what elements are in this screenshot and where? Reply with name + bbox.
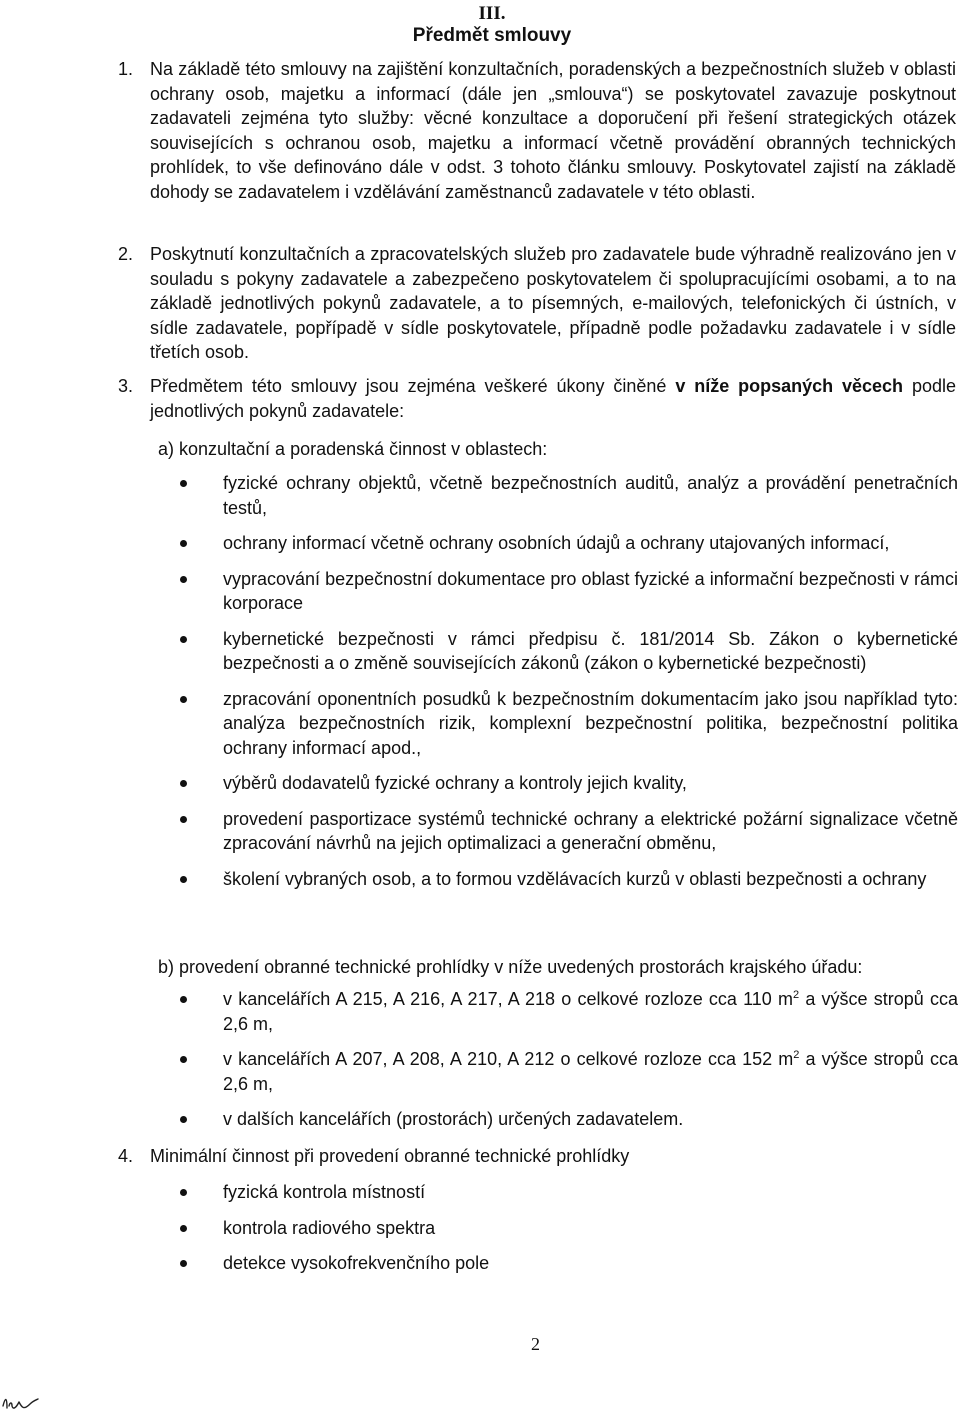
list-item-text: školení vybraných osob, a to formou vzdělávacích kurzů v oblasti bezpečnosti a ochrany (223, 868, 927, 889)
section-number: III. (478, 3, 506, 24)
subsection-a-label: a) konzultační a poradenská činnost v oblastech: (158, 439, 548, 459)
list-item (178, 1216, 958, 1241)
list-item-text: provedení pasportizace systémů technické ochrany a elektrické požární signalizace včetně zpracování návrhů na jejich optimalizaci a generační obměnu, (223, 808, 958, 853)
bullet-icon (180, 480, 187, 487)
paragraph-text: Minimální činnost při provedení obranné technické prohlídky (150, 1146, 630, 1166)
paragraph-number: 2. (118, 244, 134, 264)
bullet-icon (180, 696, 187, 703)
bullet-icon (180, 780, 187, 787)
list-item (178, 567, 958, 616)
paragraph-text-bold: v níže popsaných věcech (675, 376, 904, 396)
list-item (178, 867, 958, 892)
paragraph-2 (118, 242, 956, 365)
paragraph-1 (118, 57, 956, 204)
list-item (178, 1180, 958, 1205)
section-title: Předmět smlouvy (412, 25, 572, 46)
bullet-icon (180, 576, 187, 583)
subsection-a-list (178, 471, 958, 902)
list-item-text: kybernetické bezpečnosti v rámci předpisu č. 181/2014 Sb. Zákon o kybernetické bezpečnosti a o změně souvisejících zákonů (zákon o kybernetické bezpečnosti) (223, 628, 958, 673)
page-number: 2 (531, 1334, 540, 1354)
paragraph-3 (118, 374, 956, 423)
list-item-text: výběrů dodavatelů fyzické ochrany a kontroly jejich kvality, (223, 773, 687, 793)
bullet-icon (180, 1116, 187, 1123)
subsection-b-list (178, 987, 958, 1143)
bullet-icon (180, 876, 187, 883)
list-item (178, 531, 958, 556)
list-item (178, 987, 958, 1036)
list-item-text-end: a výšce stropů cca 2,6 m, (223, 1049, 958, 1094)
bullet-icon (180, 816, 187, 823)
list-item (178, 687, 958, 761)
list-item-text: v kancelářích A 215, A 216, A 217, A 218 o celkové rozloze cca 110 m (223, 989, 794, 1009)
paragraph-number: 3. (118, 376, 134, 396)
list-item (178, 1251, 958, 1276)
list-item-text: v dalších kancelářích (prostorách) určených zadavatelem. (223, 1109, 684, 1129)
list-item-text: zpracování oponentních posudků k bezpečnostním dokumentacím jako jsou například tyto: analýza bezpečnostních rizik, komplexní bezpečnostní politika, bezpečnostní politika ochrany informací apod., (223, 688, 958, 758)
list-item-text: v kancelářích A 207, A 208, A 210, A 212 o celkové rozloze cca 152 m (223, 1049, 794, 1069)
list-item (178, 1047, 958, 1096)
paragraph-text: Poskytnutí konzultačních a zpracovatelských služeb pro zadavatele bude výhradně realizováno jen v souladu s pokyny zadavatele a zabezpečeno poskytovatelem či spolupracujícími osobami, a to na základě jednotlivých pokynů zadavatele, a to písemných, e-mailových, telefonických či ústních, v sídle zadavatele, popřípadě v sídle poskytovatele, případně podle požadavku zadavatele i v sídle třetích osob. (150, 244, 956, 362)
superscript: 2 (793, 989, 800, 1001)
paragraph-text-end: podle jednotlivých pokynů zadavatele: (150, 376, 956, 421)
paragraph-number: 1. (118, 59, 134, 79)
bullet-icon (180, 1189, 187, 1196)
subsection-b-label: b) provedení obranné technické prohlídky v níže uvedených prostorách krajského úřadu: (158, 957, 863, 977)
section-4-list (178, 1180, 958, 1287)
list-item-text: fyzická kontrola místností (223, 1182, 426, 1202)
bullet-icon (180, 1056, 187, 1063)
bullet-icon (180, 1225, 187, 1232)
paragraph-text (150, 374, 956, 423)
list-item (178, 627, 958, 676)
handwritten-initials-icon (0, 1388, 40, 1414)
bullet-icon (180, 636, 187, 643)
list-item-text: kontrola radiového spektra (223, 1217, 436, 1238)
list-item (178, 771, 958, 796)
list-item-text: ochrany informací včetně ochrany osobních údajů a ochrany utajovaných informací, (223, 533, 890, 553)
bullet-icon (180, 996, 187, 1003)
paragraph-number: 4. (118, 1146, 134, 1166)
list-item-text-end: a výšce stropů cca 2,6 m, (223, 989, 958, 1034)
paragraph-text-start: Předmětem této smlouvy jsou zejména veškeré úkony činěné (150, 376, 676, 396)
list-item-text: fyzické ochrany objektů, včetně bezpečnostních auditů, analýz a provádění penetračních testů, (223, 473, 958, 518)
list-item (178, 807, 958, 856)
superscript: 2 (793, 1049, 800, 1061)
list-item (178, 1107, 958, 1132)
list-item-text: detekce vysokofrekvenčního pole (223, 1253, 490, 1273)
list-item-text: vypracování bezpečnostní dokumentace pro oblast fyzické a informační bezpečnosti v rámci korporace (223, 568, 958, 613)
paragraph-4 (118, 1144, 956, 1169)
list-item (178, 471, 958, 520)
bullet-icon (180, 1260, 187, 1267)
paragraph-text: Na základě této smlouvy na zajištění konzultačních, poradenských a bezpečnostních služeb v oblasti ochrany osob, majetku a informací (dále jen „smlouva“) se poskytovatel zavazuje poskytnout zadavateli zejména tyto služby: věcné konzultace a doporučení při řešení strategických otázek souvisejících s ochranou osob, majetku a informací včetně provádění obranných technických prohlídek, to vše definováno dále v odst. 3 tohoto článku smlouvy. Poskytovatel zajistí na základě dohody se zadavatelem i vzdělávání zaměstnanců zadavatele v této oblasti. (150, 59, 956, 202)
bullet-icon (180, 540, 187, 547)
